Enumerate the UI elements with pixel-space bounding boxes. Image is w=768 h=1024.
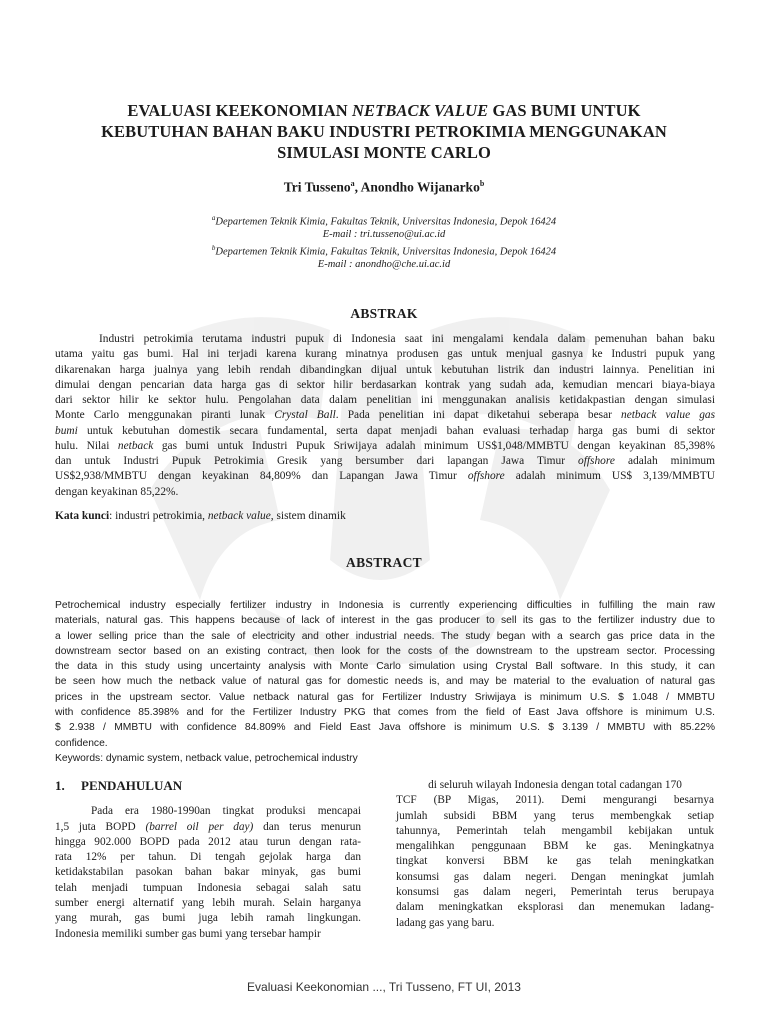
author-affiliation-mark: a [350, 179, 355, 188]
abstrak-line: utama yaitu gas bumi. Hal ini terjadi karena kurang minatnya produsen gas untuk menjual gasnya ke Industri pupuk yang [55, 348, 715, 361]
body-line: Pada era 1980-1990an tingkat produksi mencapai [91, 805, 361, 818]
body-line: telah menjadi tumpuan Indonesia sebagai salah satu [55, 881, 361, 894]
abstract-line: confidence. [55, 737, 108, 749]
abstrak-line: US$2,938/MMBTU dengan keyakinan 84,809% dan Lapangan Jawa Timur offshore adalah minimum US$ 3,139/MMBTU [55, 470, 715, 483]
abstrak-line: dimulai dengan pencarian data harga gas di sektor hilir berdasarkan kontrak yang sudah ada, kemudian mencari biaya-biaya [55, 378, 715, 391]
title-line-2: KEBUTUHAN BAHAN BAKU INDUSTRI PETROKIMIA MENGGUNAKAN [101, 122, 667, 141]
abstract-line: Petrochemical industry especially fertilizer industry in Indonesia is currently experiencing difficulties in fulfilling the main raw [55, 600, 715, 611]
author-name: Tri Tusseno [283, 179, 351, 195]
abstract-line: prices in the upstream sector. Value netback natural gas for Fertilizer Industry Sriwijaya is minimum U.S. $ 1.048 / MMBTU [55, 691, 715, 703]
body-line: 1,5 juta BOPD (barrel oil per day) dan terus menurun [55, 820, 361, 833]
body-line: ladang gas yang baru. [396, 916, 495, 929]
body-line: tingkat konversi BBM ke gas telah meningkatkan [396, 855, 714, 868]
body-line: tahunnya, Pemerintah telah mengambil kebijakan untuk [396, 824, 714, 837]
kata-kunci: Kata kunci: industri petrokimia, netback value, sistem dinamik [55, 510, 346, 522]
title-line-1: EVALUASI KEEKONOMIAN NETBACK VALUE GAS BUMI UNTUK [127, 101, 641, 120]
body-line: konsumsi gas dalam negeri. Dengan meningkat jumlah [396, 870, 714, 883]
abstrak-line: bumi untuk kebutuhan domestik secara fundamental, serta dapat menjadi bahan evaluasi terhadap harga gas bumi di sektor [55, 424, 715, 437]
body-line: TCF (BP Migas, 2011). Demi mengurangi besarnya [396, 794, 714, 807]
affiliation-email: E-mail : tri.tusseno@ui.ac.id [322, 229, 446, 240]
author-name: Anondho Wijanarko [360, 179, 480, 195]
kata-kunci-label: Kata kunci [55, 510, 110, 522]
abstrak-line: hulu. Nilai netback gas bumi untuk Industri Pupuk Sriwijaya adalah minimum US$1,048/MMBTU dengan keyakinan 85,398% [55, 439, 715, 452]
section-number: 1. [55, 778, 65, 793]
abstract-heading: ABSTRACT [346, 555, 422, 570]
section-title: PENDAHULUAN [81, 778, 183, 793]
body-line: rata 12% per tahun. Di tengah gejolak harga dan [55, 851, 361, 864]
body-line: konsumsi gas dalam negeri, Pemerintah terus berupaya [396, 886, 714, 899]
affiliations [0, 212, 768, 271]
abstract-line: downstream sector based on an existing contract, then look for the costs of the downstream to the upstream sector. Processing [55, 645, 715, 657]
affiliation-line: $^b$Departemen Teknik Kimia, Fakultas Teknik, Universitas Indonesia, Depok 16424 [211, 243, 557, 257]
page-footer: Evaluasi Keekonomian ..., Tri Tusseno, FT UI, 2013 [247, 980, 521, 994]
body-line: yang murah, gas bumi juga lebih ramah lingkungan. [55, 912, 361, 925]
body-line: di seluruh wilayah Indonesia dengan total cadangan 170 [428, 779, 682, 791]
title-emphasis: NETBACK VALUE [352, 101, 489, 120]
affiliation-line: $^a$Departemen Teknik Kimia, Fakultas Teknik, Universitas Indonesia, Depok 16424 [211, 214, 557, 228]
abstrak-heading: ABSTRAK [350, 306, 418, 321]
body-column-left [55, 778, 361, 942]
abstract-line: a lower selling price than the sale of electricity and other industrial needs. The study began with a search gas price data in the [55, 630, 715, 642]
abstrak-line: Monte Carlo menggunakan piranti lunak Crystal Ball. Pada penelitian ini dapat diketahui seberapa besar netback value gas [55, 409, 716, 422]
keywords-en: Keywords: dynamic system, netback value, petrochemical industry [55, 753, 358, 764]
abstract-line: materials, natural gas. This happens because of lack of interest in the gas producer to sell its gas to the fertilizer industry due to [55, 615, 715, 627]
abstrak-line: dengan keyakinan 85,22%. [55, 485, 179, 498]
abstrak-line: dari sektor hilir ke sektor hulu. Pengolahan data dalam penelitian ini menggunakan analisis ketidakpastian dengan simulasi [55, 394, 715, 406]
abstrak-line: Industri petrokimia terutama industri pupuk di Indonesia saat ini mengalami kendala dalam pemenuhan bahan baku [99, 333, 715, 345]
section-heading [55, 778, 361, 793]
author-affiliation-mark: b [479, 179, 485, 188]
abstrak-line: dan untuk Industri Pupuk Petrokimia Gresik yang bersumber dari lapangan Jawa Timur offshore adalah minimum [55, 455, 715, 467]
abstract-line: the data in this study using uncertainty analysis with Monte Carlo simulation using Crystal Ball software. In this study, it can [55, 661, 715, 673]
abstract-body [55, 598, 715, 751]
body-line: hingga 902.000 BOPD pada 2012 atau turun dengan rata- [55, 835, 361, 848]
author-list: Tri Tusseno$^a$, Anondho Wijanarko$^b$ [283, 179, 485, 195]
body-line: dalam meningkatkan eksplorasi dan menemukan ladang- [396, 901, 714, 914]
body-line: jumlah subsidi BBM yang terus membengkak setiap [396, 809, 714, 822]
affiliation-email: E-mail : anondho@che.ui.ac.id [317, 258, 451, 270]
abstrak-line: dikarenakan harga jualnya yang lebih rendah dibandingkan dijual untuk kebutuhan listrik dan industri lainnya. Penelitian ini [55, 363, 715, 376]
body-line: ketidakstabilan pasokan bahan bakar minyak, gas bumi [55, 866, 361, 879]
abstract-line: be seen how much the netback value of natural gas for domestic needs is, and may be material to the evaluation of natural gas [55, 676, 715, 688]
abstract-line: with confidence 85.398% and for the Fertilizer Industry PKG that comes from the field of East Java offshore is minimum U.S. [55, 707, 715, 719]
body-line: sumber energi alternatif yang lebih murah. Selain harganya [55, 897, 361, 910]
title-line-3: SIMULASI MONTE CARLO [277, 143, 491, 162]
body-line: Indonesia memiliki sumber gas bumi yang tersebar hampir [55, 927, 321, 940]
body-line: mengalihkan penggunaan BBM ke gas. Meningkatnya [396, 840, 714, 853]
paper-title [90, 100, 678, 163]
abstract-line: $ 2.938 / MMBTU with confidence 84.809% and Field East Java offshore is minimum U.S. $ 3.139 / MMBTU with 85.22% [55, 722, 715, 734]
body-column-right [396, 778, 714, 931]
abstrak-body [55, 332, 715, 500]
